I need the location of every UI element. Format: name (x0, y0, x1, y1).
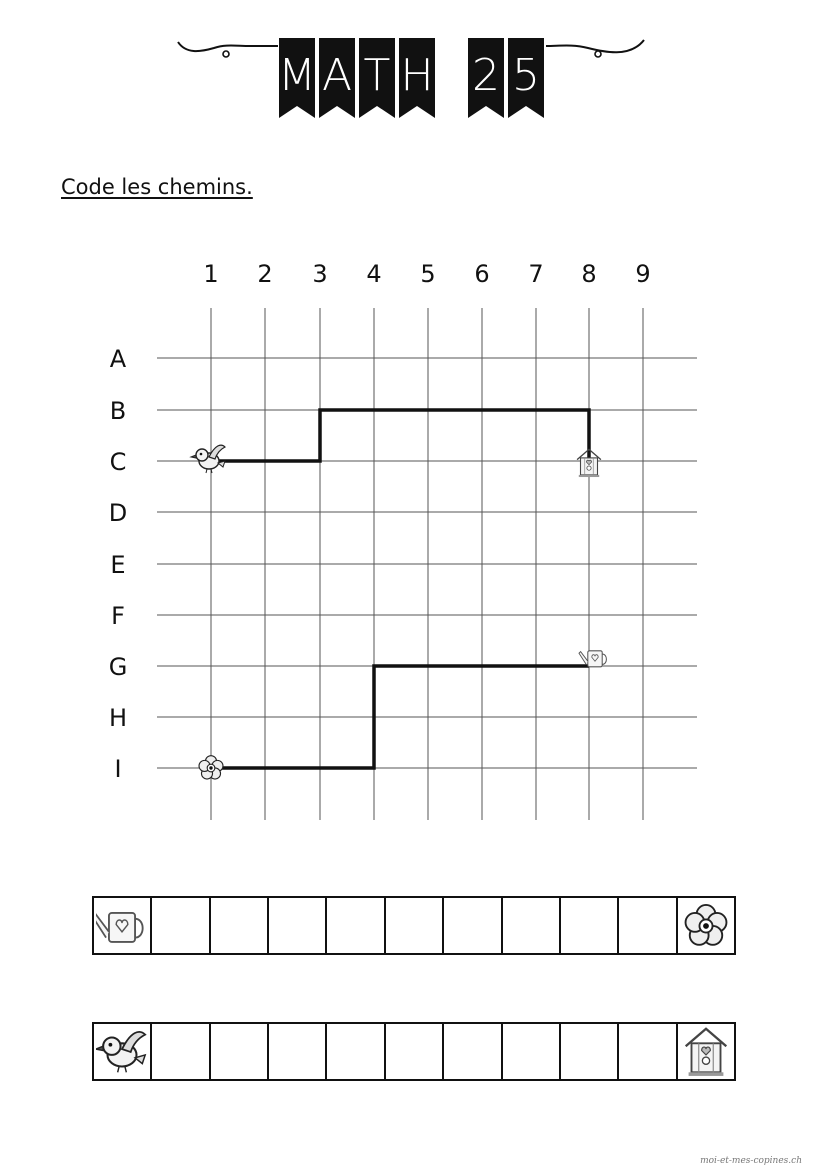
title-flag-1 (278, 38, 316, 118)
title-banner (0, 0, 816, 150)
title-flag-2-letter: A (321, 50, 353, 101)
answer-cell[interactable] (211, 898, 269, 953)
answer-cell[interactable] (386, 898, 444, 953)
column-label: 9 (635, 260, 651, 288)
number-flag-2-letter: 5 (512, 50, 540, 101)
row-label: F (111, 602, 125, 630)
row-label: C (109, 448, 127, 476)
row-label: G (108, 653, 128, 681)
row-label: I (114, 755, 122, 783)
flower-icon (685, 904, 726, 944)
answer-cell[interactable] (327, 1024, 385, 1079)
row-labels (109, 345, 128, 783)
watering-can-icon (96, 912, 143, 941)
paths (211, 410, 589, 768)
number-flag-1 (468, 38, 504, 118)
end-icon-cell (678, 1024, 734, 1079)
answer-cell[interactable] (269, 1024, 327, 1079)
answer-cell[interactable] (444, 1024, 502, 1079)
answer-cell[interactable] (211, 1024, 269, 1079)
grid-icons (191, 445, 606, 779)
column-label: 7 (528, 260, 544, 288)
title-flag-3 (359, 38, 395, 118)
answer-cell[interactable] (561, 1024, 619, 1079)
answer-cell[interactable] (503, 898, 561, 953)
row-label: B (109, 397, 127, 425)
number-flag-1-letter: 2 (472, 50, 500, 101)
start-icon-cell (94, 898, 152, 953)
start-icon-cell (94, 1024, 152, 1079)
column-label: 2 (257, 260, 273, 288)
column-label: 5 (420, 260, 436, 288)
row-label: A (109, 345, 127, 373)
title-flag-4-letter: H (400, 50, 434, 101)
row-label: H (108, 704, 128, 732)
title-flag-1-letter: M (278, 50, 316, 101)
answer-cell[interactable] (444, 898, 502, 953)
path-1 (211, 410, 589, 461)
title-flag-4 (399, 38, 435, 118)
credit-text: moi-et-mes-copines.ch (700, 1156, 802, 1166)
title-flag-2 (319, 38, 355, 118)
left-swirl-decoration (178, 42, 278, 51)
column-label: 3 (312, 260, 328, 288)
answer-cell[interactable] (619, 898, 677, 953)
answer-row-bird-to-birdhouse (92, 1022, 736, 1081)
answer-cell[interactable] (152, 1024, 210, 1079)
instruction-text: Code les chemins. (61, 175, 253, 199)
answer-cell[interactable] (503, 1024, 561, 1079)
bird-icon (191, 445, 225, 473)
row-label: E (110, 551, 126, 579)
answer-cell[interactable] (561, 898, 619, 953)
answer-cell[interactable] (619, 1024, 677, 1079)
right-swirl-decoration (546, 40, 644, 52)
column-label: 6 (474, 260, 490, 288)
column-label: 8 (581, 260, 597, 288)
answer-cell[interactable] (386, 1024, 444, 1079)
coordinate-grid (0, 240, 816, 840)
column-label: 1 (203, 260, 219, 288)
birdhouse-icon (685, 1028, 726, 1075)
column-labels (203, 260, 650, 288)
number-flag-2 (508, 38, 544, 118)
column-label: 4 (366, 260, 382, 288)
bird-icon (96, 1031, 145, 1071)
answer-cell[interactable] (269, 898, 327, 953)
answer-cell[interactable] (152, 898, 210, 953)
flower-icon (199, 756, 223, 779)
answer-cell[interactable] (327, 898, 385, 953)
grid-lines (157, 308, 697, 820)
answer-row-watering-can-to-flower (92, 896, 736, 955)
title-flag-3-letter: T (363, 50, 391, 101)
row-label: D (108, 499, 128, 527)
end-icon-cell (678, 898, 734, 953)
